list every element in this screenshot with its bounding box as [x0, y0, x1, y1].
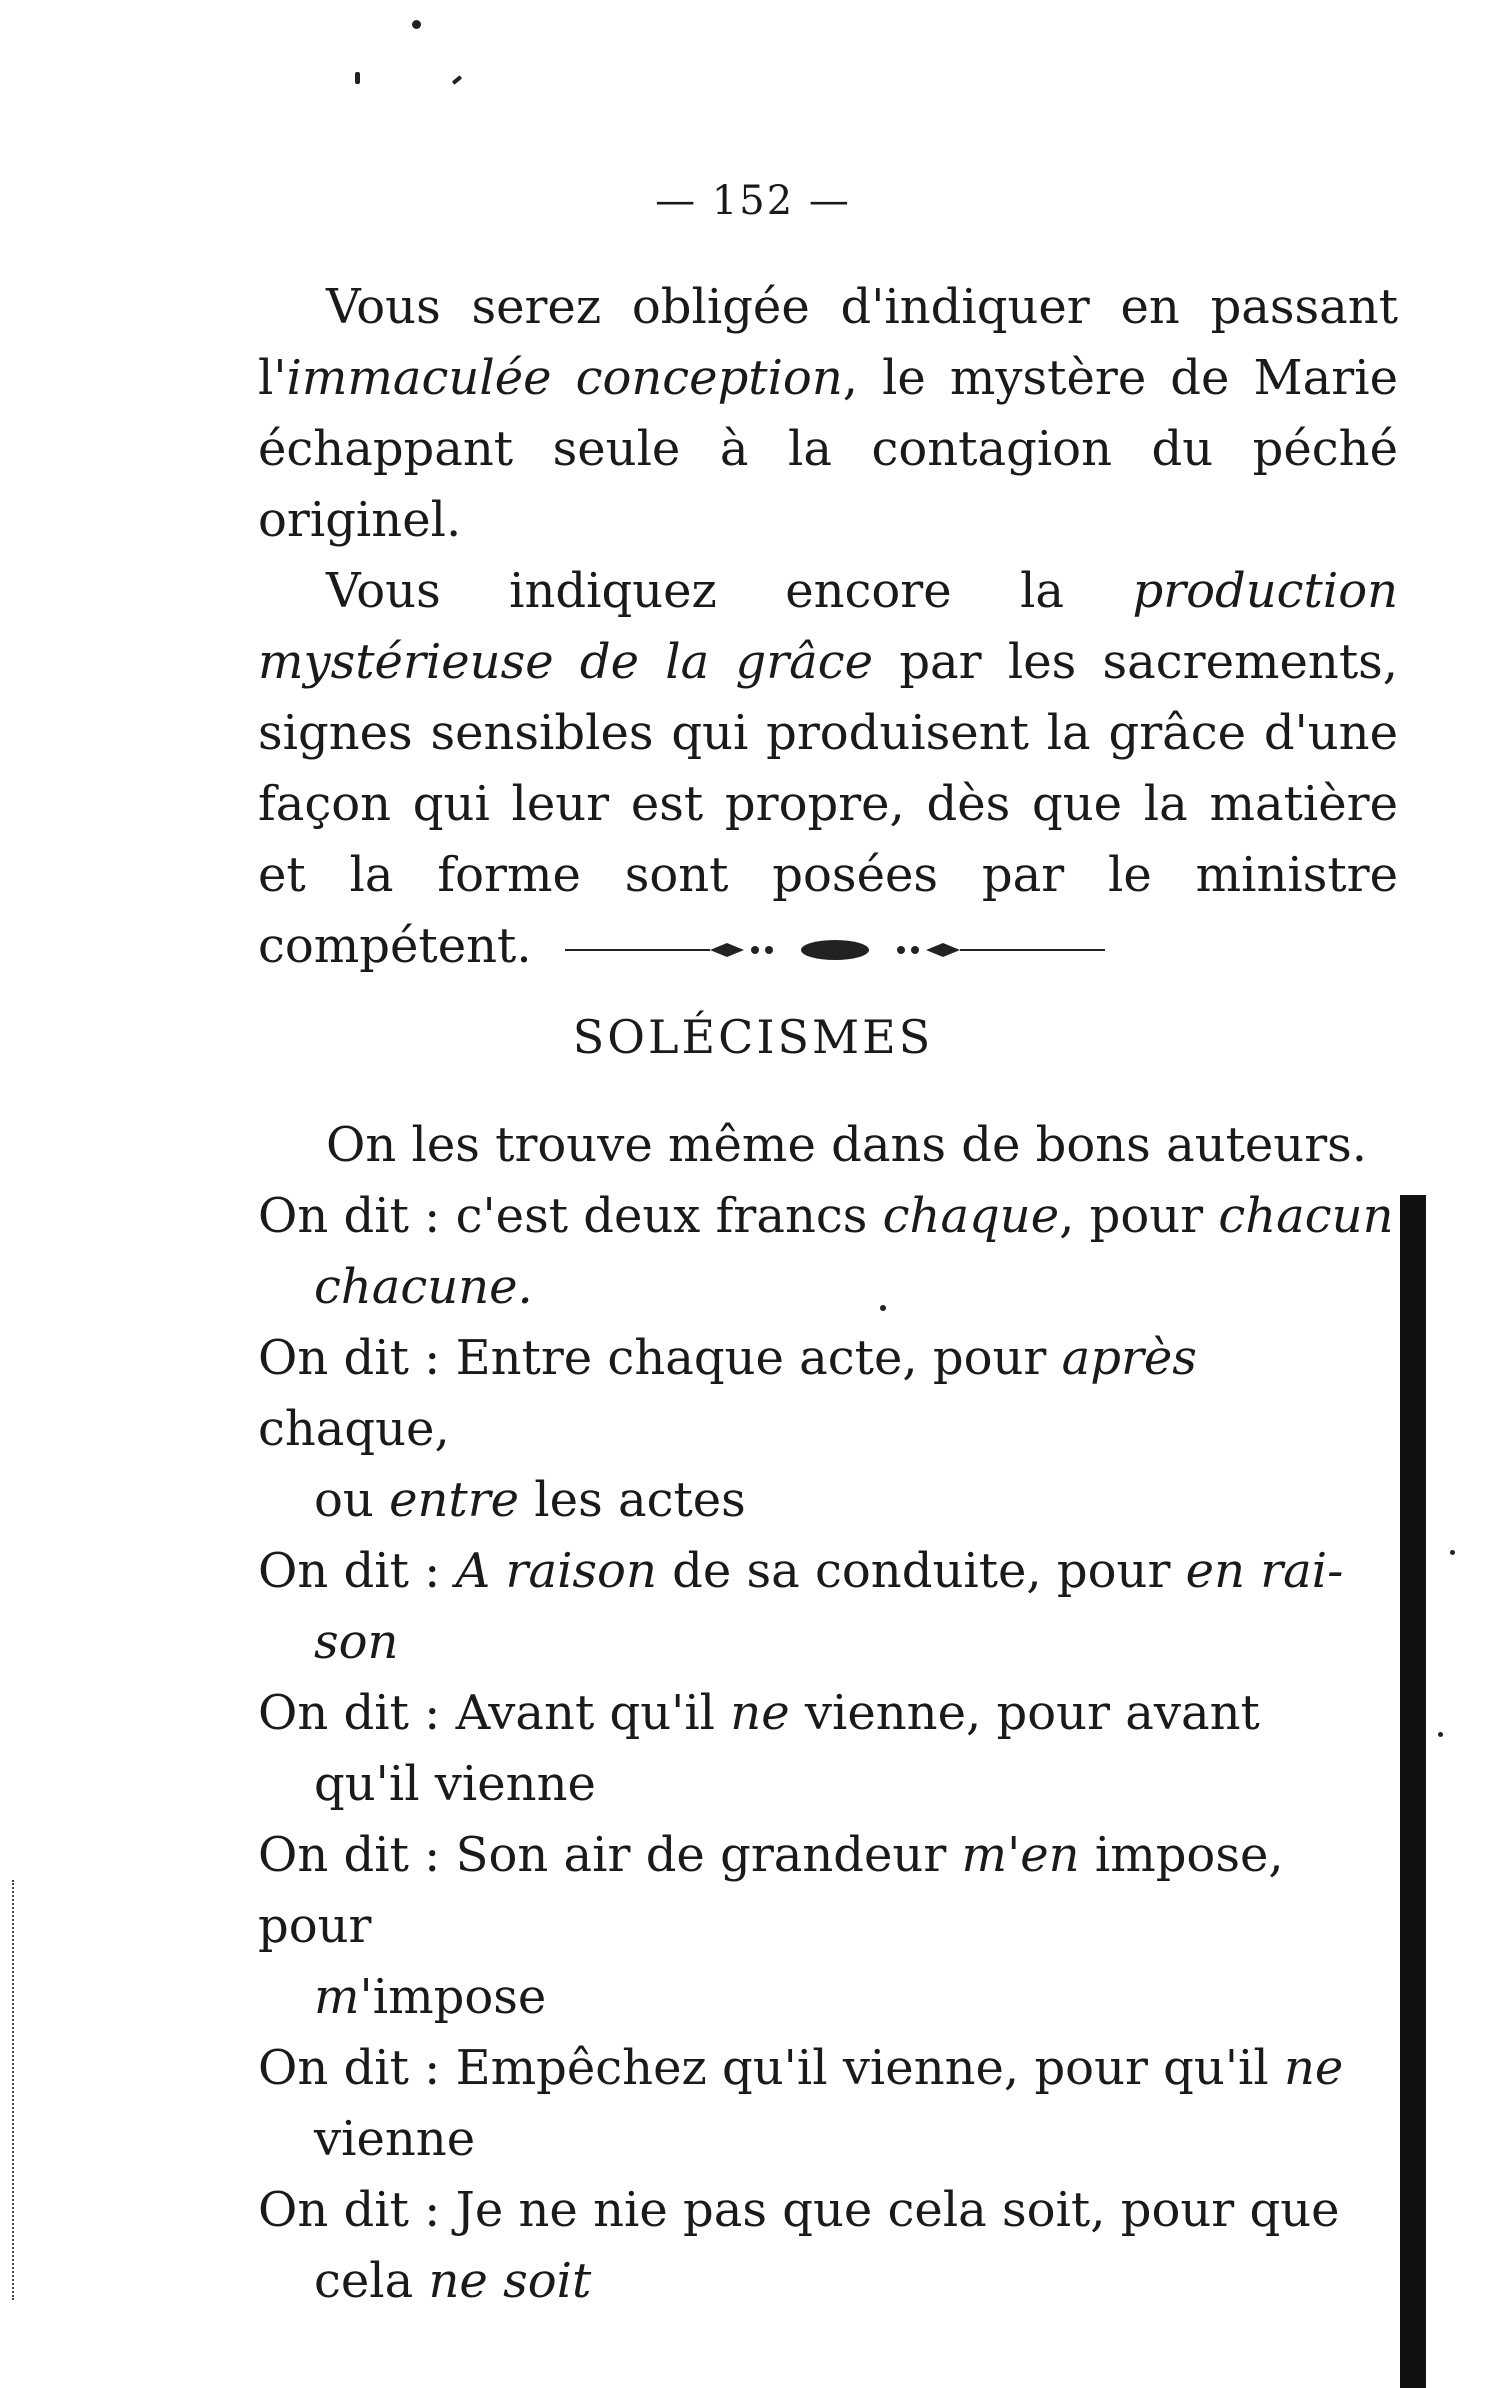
- section-title: SOLÉCISMES: [572, 1010, 934, 1064]
- entry-continuation: [258, 1252, 1398, 1323]
- text-run: c'est deux francs: [455, 1188, 883, 1244]
- paragraph-1: Vous serez obligée d'indiquer en passant l'immaculée conception, le mystère de Marie échappant seule à la contagion du péché originel.: [258, 279, 1398, 548]
- solecism-entry: [258, 1678, 1398, 1749]
- entry-continuation: [258, 1749, 1398, 1820]
- list-intro: On les trouve même dans de bons auteurs.: [326, 1117, 1368, 1173]
- text-run: Son air de grandeur: [455, 1827, 962, 1883]
- scan-edge-shadow: [1400, 1195, 1426, 2388]
- solecism-entry: [258, 1323, 1398, 1465]
- entry-lead: On dit :: [258, 1330, 456, 1386]
- italic-term: ne: [1283, 2040, 1344, 2096]
- italic-term: ne soit: [428, 2253, 592, 2309]
- solecism-entry: [258, 2175, 1398, 2246]
- entry-lead: On dit :: [258, 2040, 456, 2096]
- text-run: qu'il vienne: [314, 1756, 596, 1812]
- text-run: impose: [372, 1969, 547, 2025]
- entry-lead: On dit :: [258, 2182, 456, 2238]
- solecism-entry: [258, 1181, 1398, 1252]
- ornament-divider: [565, 935, 1105, 965]
- solecism-list: [258, 1110, 1398, 2317]
- italic-term: chacun: [1218, 1188, 1394, 1244]
- text-run: chaque,: [258, 1401, 450, 1457]
- text-run: Empêchez qu'il vienne, pour qu'il: [455, 2040, 1284, 2096]
- text-run: vienne: [314, 2111, 476, 2167]
- italic-term: son: [314, 1614, 399, 1670]
- entry-lead: On dit :: [258, 1543, 456, 1599]
- italic-term: entre: [389, 1472, 520, 1528]
- paragraph-2: Vous indiquez encore la production mystérieuse de la grâce par les sacrements, signes sensibles qui produisent la grâce d'une façon qui leur est propre, dès que la matière et la forme sont posées par le ministre compétent.: [258, 563, 1398, 974]
- entry-continuation: [258, 1465, 1398, 1536]
- entry-continuation: [258, 2246, 1398, 2317]
- italic-term: en rai-: [1185, 1543, 1344, 1599]
- italic-term: ne: [730, 1685, 790, 1741]
- solecism-entry: [258, 1536, 1398, 1607]
- italic-term: m'en: [961, 1827, 1080, 1883]
- body-text: [258, 272, 1398, 982]
- text-run: Entre chaque acte, pour: [455, 1330, 1062, 1386]
- entry-lead: On dit :: [258, 1188, 456, 1244]
- text-run: vienne, pour avant: [789, 1685, 1260, 1741]
- italic-term: après: [1061, 1330, 1197, 1386]
- italic-term: chaque: [882, 1188, 1060, 1244]
- italic-term: A raison: [455, 1543, 657, 1599]
- text-run: Je ne nie pas que cela soit, pour que: [455, 2182, 1340, 2238]
- text-run: impose, pour: [258, 1827, 1284, 1954]
- text-run: les actes: [519, 1472, 746, 1528]
- text-run: , pour: [1059, 1188, 1219, 1244]
- solecism-entry: [258, 1820, 1398, 1962]
- text-run: Avant qu'il: [455, 1685, 731, 1741]
- italic-term: chacune.: [314, 1259, 533, 1315]
- scan-edge-dots: [12, 1880, 16, 2300]
- text-run: cela: [314, 2253, 429, 2309]
- page-number: — 152 —: [655, 178, 851, 224]
- entry-continuation: [258, 2104, 1398, 2175]
- text-run: de sa conduite, pour: [656, 1543, 1186, 1599]
- entry-continuation: [258, 1607, 1398, 1678]
- text-run: ou: [314, 1472, 390, 1528]
- entry-lead: On dit :: [258, 1685, 456, 1741]
- italic-term: m': [314, 1969, 373, 2025]
- entry-lead: On dit :: [258, 1827, 456, 1883]
- entry-continuation: [258, 1962, 1398, 2033]
- solecism-entry: [258, 2033, 1398, 2104]
